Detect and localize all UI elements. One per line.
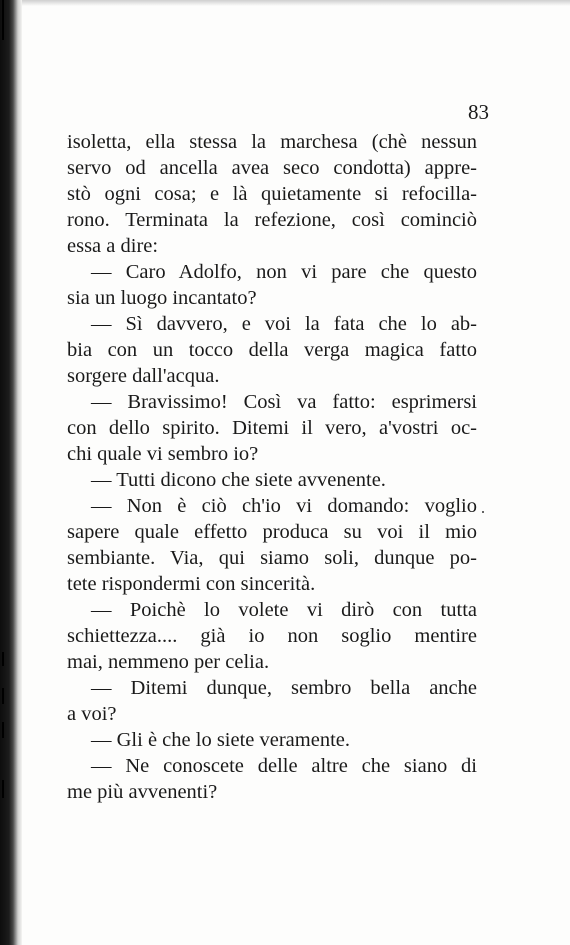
gutter-mark	[2, 722, 4, 738]
page-number: 83	[468, 100, 489, 124]
text-line: — Poichè lo volete vi dirò con tutta	[91, 599, 477, 621]
ink-speck	[482, 511, 484, 513]
text-line: — Sì davvero, e voi la fata che lo ab-	[91, 313, 477, 335]
text-line: — Gli è che lo siete veramente.	[91, 729, 350, 751]
gutter-mark	[2, 652, 4, 666]
text-line: — Ditemi dunque, sembro bella anche	[91, 677, 477, 699]
text-line: tete rispondermi con sincerità.	[67, 573, 316, 595]
text-line: mai, nemmeno per celia.	[67, 651, 270, 673]
text-line: sia un luogo incantato?	[67, 287, 257, 309]
text-line: a voi?	[67, 703, 117, 725]
gutter-mark	[2, 0, 4, 40]
text-line: stò ogni cosa; e là quietamente si refocilla-	[67, 183, 477, 205]
binding-gutter	[0, 0, 22, 945]
text-line: essa a dire:	[67, 235, 159, 257]
text-line: — Ne conoscete delle altre che siano di	[91, 755, 477, 777]
text-line: — Bravissimo! Così va fatto: esprimersi	[91, 391, 477, 413]
text-line: schiettezza.... già io non soglio mentire	[67, 625, 477, 647]
text-line: — Caro Adolfo, non vi pare che questo	[91, 261, 477, 283]
text-line: sembiante. Via, qui siamo soli, dunque po-	[67, 547, 477, 569]
text-line: sorgere dall'acqua.	[67, 365, 220, 387]
text-line: servo od ancella avea seco condotta) appre-	[67, 157, 477, 179]
text-line: sapere quale effetto produca su voi il mio	[67, 521, 477, 543]
text-line: me più avvenenti?	[67, 781, 218, 803]
gutter-mark	[2, 780, 4, 798]
text-line: rono. Terminata la refezione, così cominciò	[67, 209, 477, 231]
text-line: bia con un tocco della verga magica fatto	[67, 339, 477, 361]
body-text	[67, 129, 477, 805]
text-line: — Non è ciò ch'io vi domando: voglio	[91, 495, 477, 517]
text-line: con dello spirito. Ditemi il vero, a'vostri oc-	[67, 417, 477, 439]
page-top-shade	[22, 0, 570, 6]
text-line: — Tutti dicono che siete avvenente.	[91, 469, 386, 491]
gutter-mark	[2, 688, 4, 704]
text-line: chi quale vi sembro io?	[67, 443, 259, 465]
text-line: isoletta, ella stessa la marchesa (chè nessun	[67, 131, 477, 153]
